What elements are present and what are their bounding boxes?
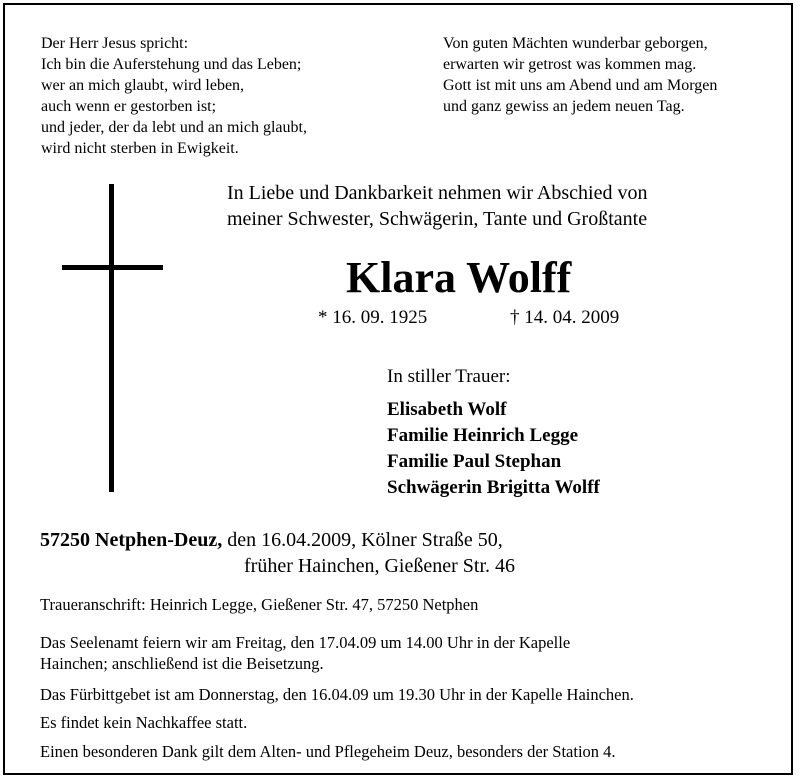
farewell-intro	[227, 180, 647, 232]
intro-line: meiner Schwester, Schwägerin, Tante und Großtante	[227, 208, 648, 230]
verse-line: Ich bin die Auferstehung und das Leben;	[41, 56, 302, 73]
birth-date: * 16. 09. 1925	[318, 307, 428, 328]
poem-block	[443, 33, 717, 117]
verse-line: auch wenn er gestorben ist;	[41, 98, 217, 115]
verse-line: Der Herr Jesus spricht:	[41, 35, 189, 52]
mourner: Elisabeth Wolf	[387, 399, 507, 420]
mourner: Familie Heinrich Legge	[387, 425, 579, 446]
coffee-info: Es findet kein Nachkaffee statt.	[40, 713, 248, 732]
poem-line: Gott ist mit uns am Abend und am Morgen	[443, 77, 718, 94]
verse-line: wer an mich glaubt, wird leben,	[41, 77, 245, 94]
place-date-line	[40, 528, 503, 553]
poem-line: Von guten Mächten wunderbar geborgen,	[443, 35, 708, 52]
thanks-info: Einen besonderen Dank gilt dem Alten- und Pflegeheim Deuz, besonders der Station 4.	[40, 742, 616, 761]
mourners-list	[387, 397, 600, 501]
cross-icon	[109, 184, 114, 492]
place-name: 57250 Netphen-Deuz,	[40, 529, 223, 551]
verse-line: und jeder, der da lebt und an mich glaubt,	[41, 119, 307, 136]
mourner: Familie Paul Stephan	[387, 451, 562, 472]
verse-line: wird nicht sterben in Ewigkeit.	[41, 140, 239, 157]
cross-icon-beam	[62, 265, 163, 270]
death-date: † 14. 04. 2009	[510, 307, 620, 328]
bible-verse-block	[41, 33, 307, 159]
mourning-label: In stiller Trauer:	[387, 366, 511, 387]
former-address: früher Hainchen, Gießener Str. 46	[244, 555, 516, 577]
intro-line: In Liebe und Dankbarkeit nehmen wir Abschied von	[227, 182, 648, 204]
poem-line: erwarten wir getrost was kommen mag.	[443, 56, 697, 73]
mourning-address: Traueranschrift: Heinrich Legge, Gießener Str. 47, 57250 Netphen	[40, 595, 479, 614]
poem-line: und ganz gewiss an jedem neuen Tag.	[443, 98, 685, 115]
prayer-info: Das Fürbittgebet ist am Donnerstag, den 16.04.09 um 19.30 Uhr in der Kapelle Hainchen.	[40, 685, 634, 704]
service-info	[40, 632, 570, 674]
place-address: den 16.04.2009, Kölner Straße 50,	[222, 529, 503, 551]
service-line: Das Seelenamt feiern wir am Freitag, den 17.04.09 um 14.00 Uhr in der Kapelle	[40, 633, 571, 652]
mourner: Schwägerin Brigitta Wolff	[387, 477, 600, 498]
deceased-name: Klara Wolff	[346, 253, 572, 302]
service-line: Hainchen; anschließend ist die Beisetzung.	[40, 654, 324, 673]
